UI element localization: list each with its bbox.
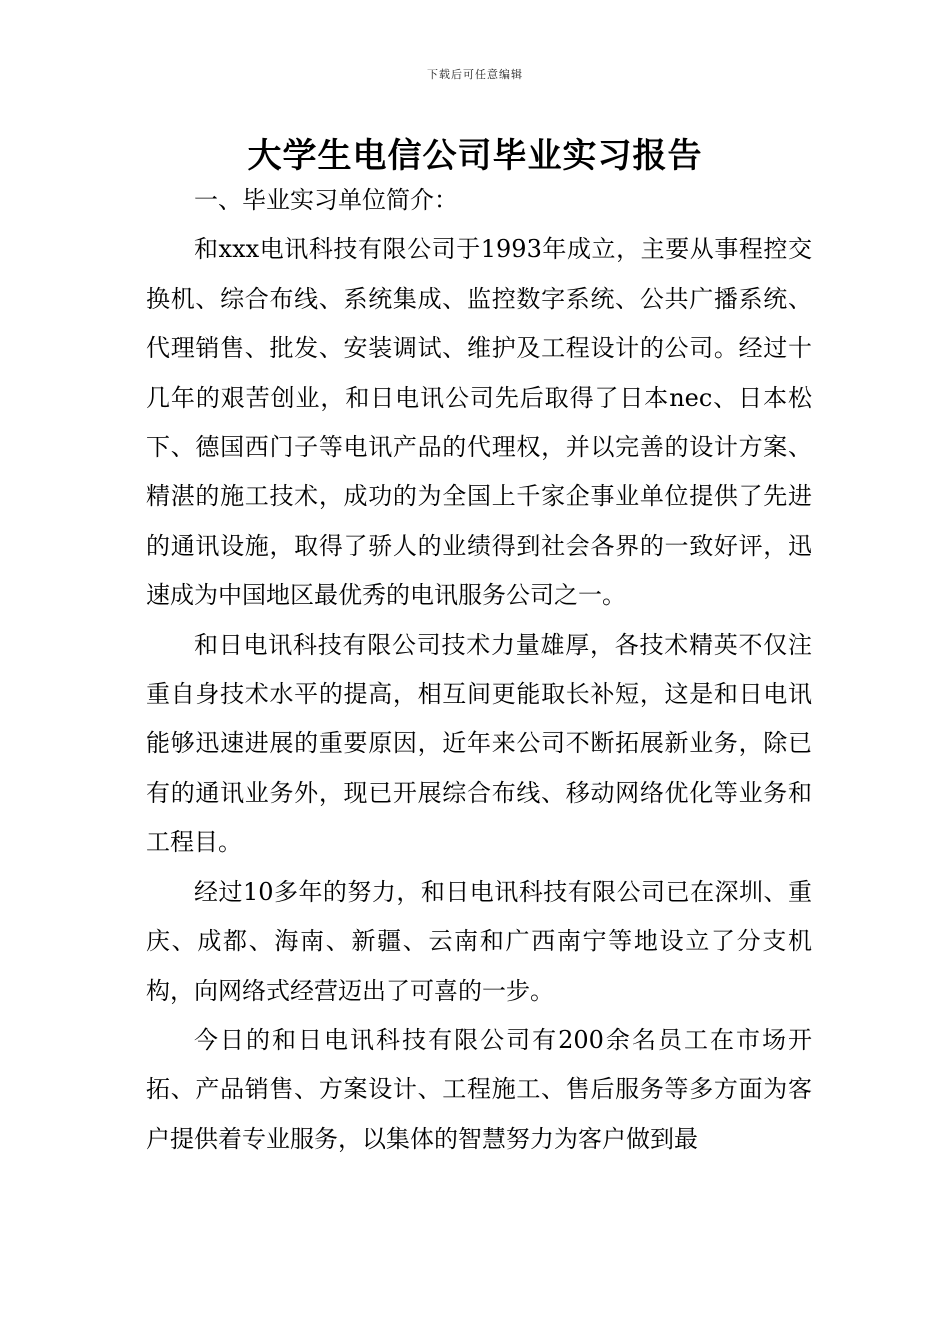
paragraph-2: 和日电讯科技有限公司技术力量雄厚，各技术精英不仅注重自身技术水平的提高，相互间更能取长补短，这是和日电讯能够迅速进展的重要原因，近年来公司不断拓展新业务，除已有的通讯业务外，现已开展综合布线、移动网络优化等业务和工程目。: [146, 630, 812, 857]
section-heading: 一、毕业实习单位简介：: [194, 186, 458, 214]
document-title: 大学生电信公司毕业实习报告: [247, 136, 703, 176]
paragraph-1: 和xxx电讯科技有限公司于1993年成立，主要从事程控交换机、综合布线、系统集成、监控数字系统、公共广播系统、代理销售、批发、安装调试、维护及工程设计的公司。经过十几年的艰苦创业，和日电讯公司先后取得了日本nec、日本松下、德国西门子等电讯产品的代理权，并以完善的设计方案、精湛的施工技术，成功的为全国上千家企事业单位提供了先进的通讯设施，取得了骄人的业绩得到社会各界的一致好评，迅速成为中国地区最优秀的电讯服务公司之一。: [146, 235, 812, 610]
header-note: 下载后可任意编辑: [427, 68, 523, 81]
paragraph-4: 今日的和日电讯科技有限公司有200余名员工在市场开拓、产品销售、方案设计、工程施工、售后服务等多方面为客户提供着专业服务，以集体的智慧努力为客户做到最: [146, 1025, 812, 1153]
paragraph-3: 经过10多年的努力，和日电讯科技有限公司已在深圳、重庆、成都、海南、新疆、云南和广西南宁等地设立了分支机构，向网络式经营迈出了可喜的一步。: [146, 877, 812, 1005]
document-body: [146, 176, 812, 1164]
